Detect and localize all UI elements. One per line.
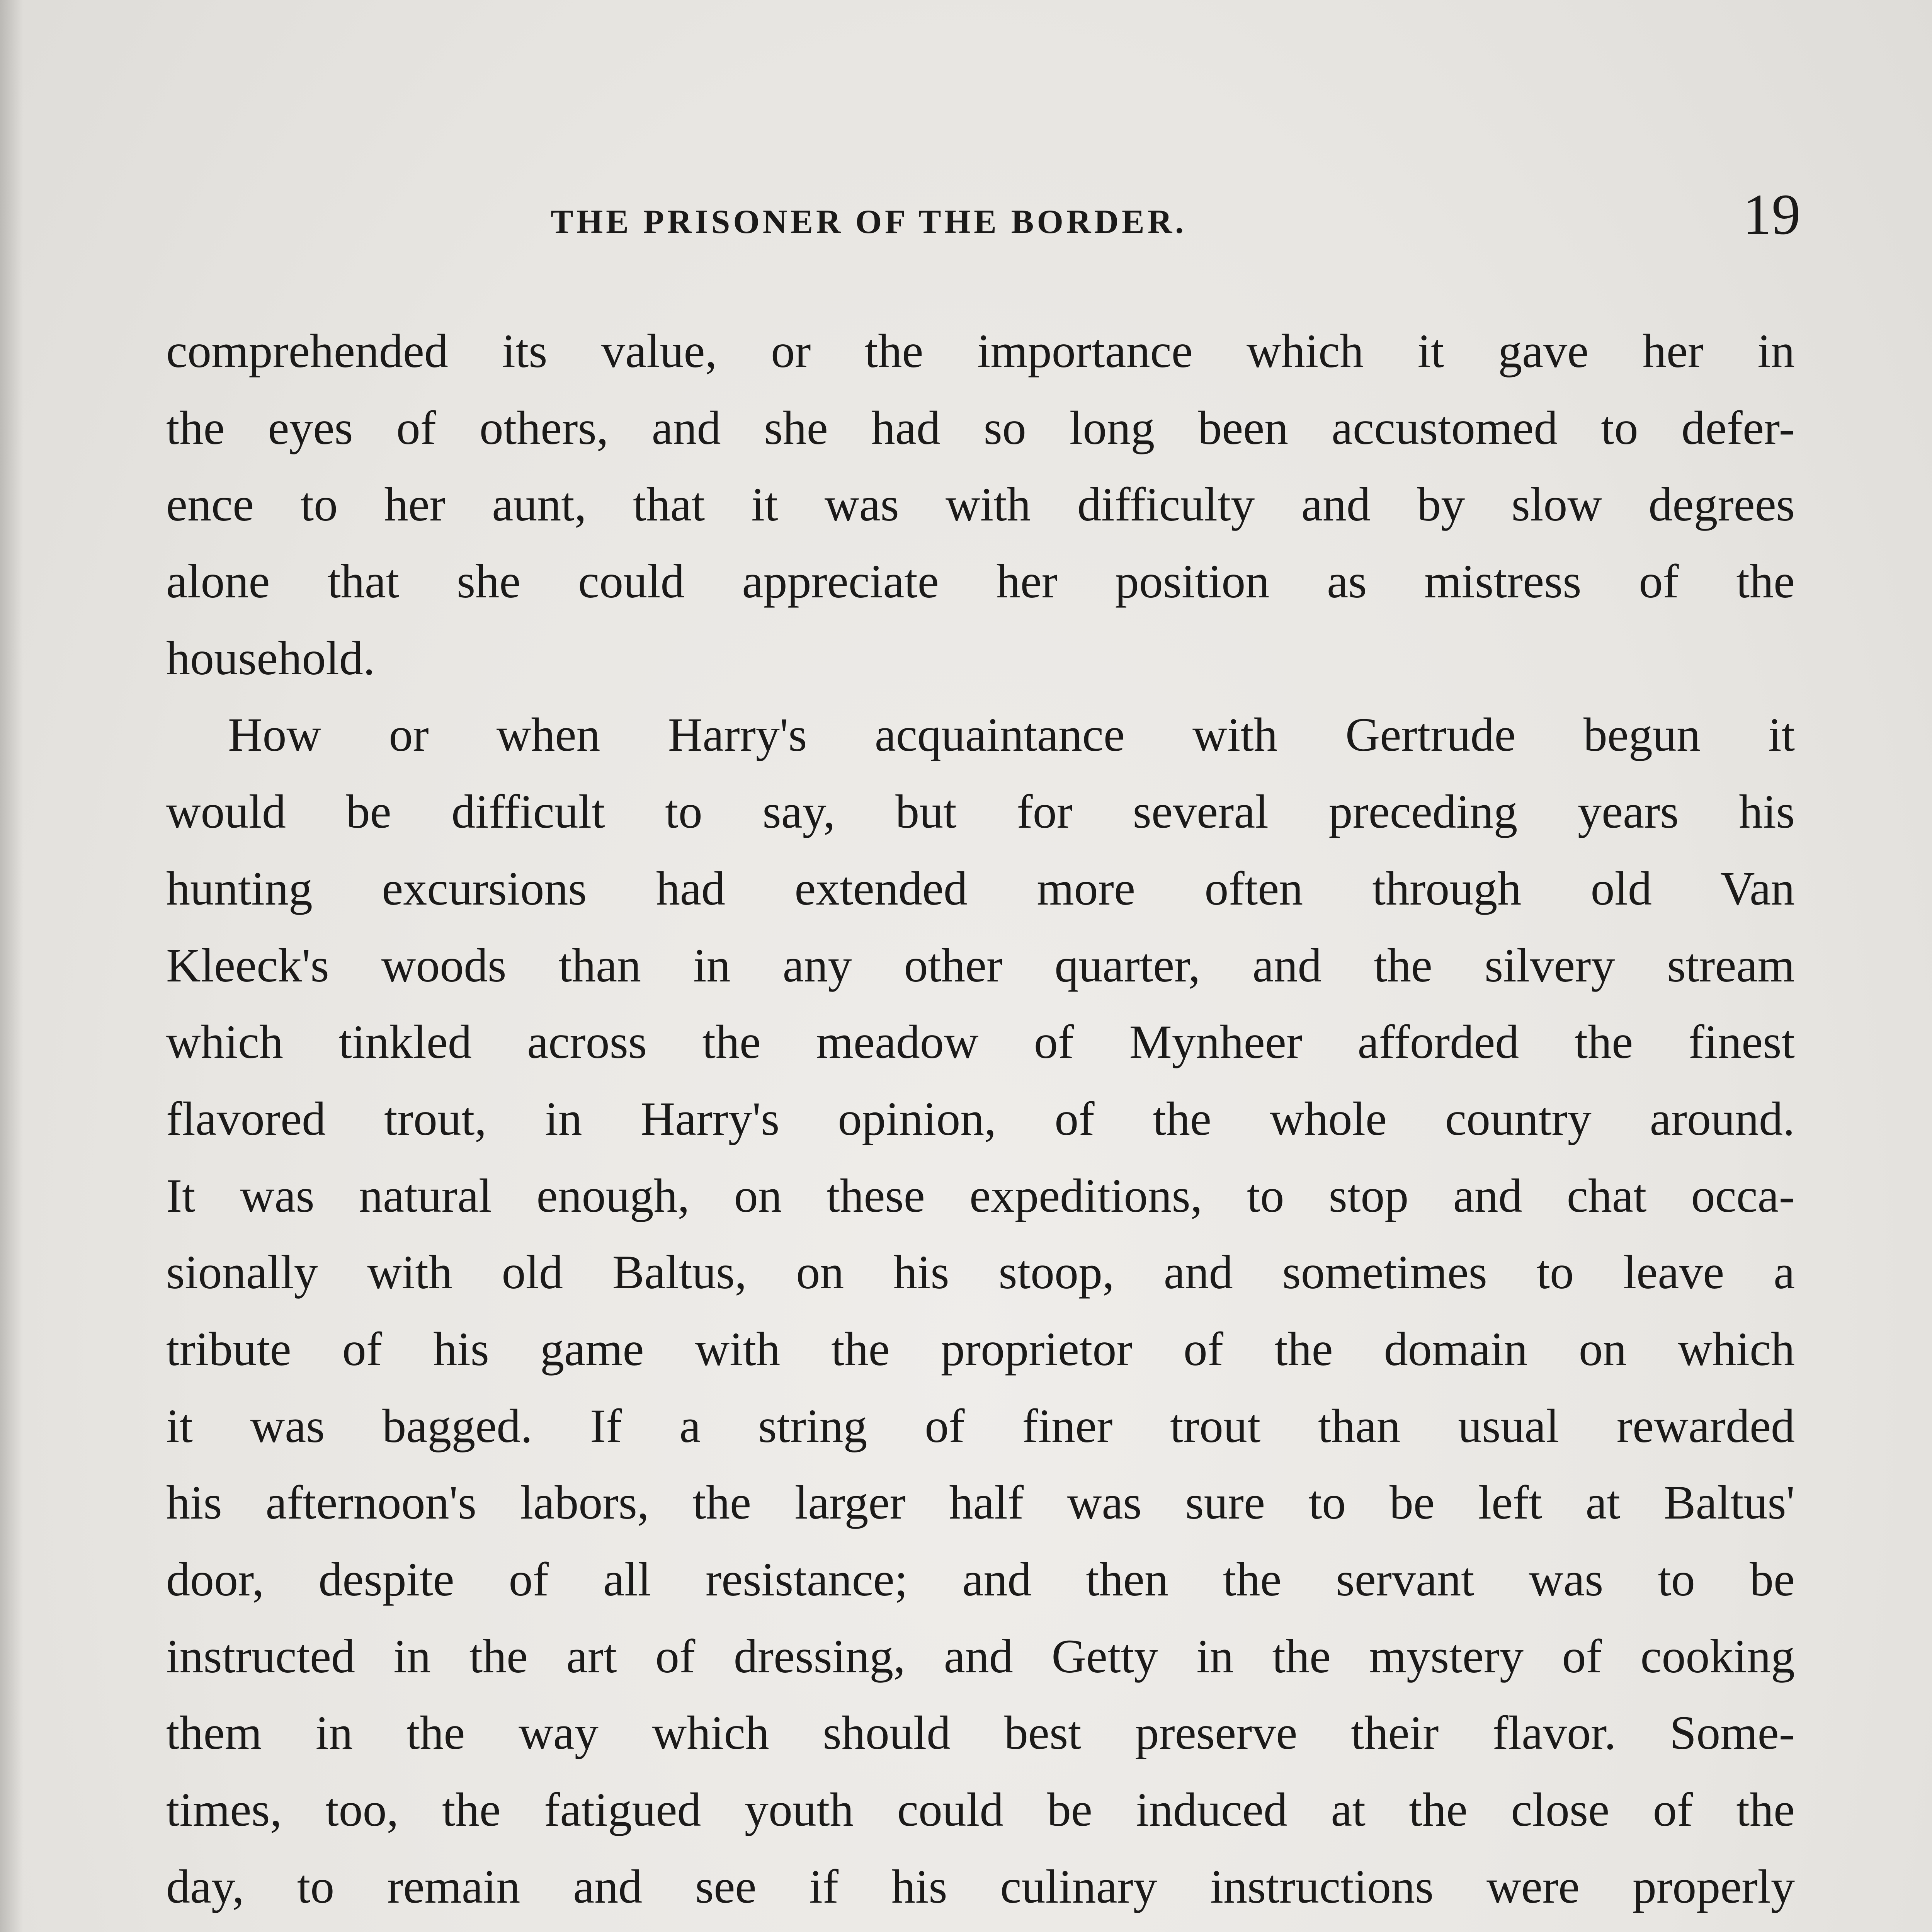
text-line: times, too, the fatigued youth could be induced at the close of the — [166, 1783, 1795, 1837]
text-line: alone that she could appreciate her position as mistress of the — [166, 555, 1795, 608]
text-line: door, despite of all resistance; and then the servant was to be — [166, 1553, 1795, 1606]
text-line: day, to remain and see if his culinary instructions were properly — [166, 1860, 1795, 1913]
text-line: them in the way which should best preserve their flavor. Some- — [166, 1706, 1795, 1760]
text-line: Kleeck's woods than in any other quarter, and the silvery stream — [166, 939, 1795, 992]
text-line: household. — [166, 631, 375, 685]
text-line: flavored trout, in Harry's opinion, of the whole country around. — [166, 1092, 1795, 1145]
text-line: instructed in the art of dressing, and Getty in the mystery of cooking — [166, 1629, 1795, 1683]
text-line: sionally with old Baltus, on his stoop, and sometimes to leave a — [166, 1246, 1795, 1299]
text-line — [166, 1925, 1795, 1932]
text-line: comprehended its value, or the importance which it gave her in — [166, 325, 1795, 378]
text-line: hunting excursions had extended more often through old Van — [166, 862, 1795, 915]
running-title: THE PRISONER OF THE BORDER. — [551, 203, 1187, 241]
text-line: tribute of his game with the proprietor of the domain on which — [166, 1322, 1795, 1376]
text-line: the eyes of others, and she had so long been accustomed to defer- — [166, 401, 1795, 454]
text-line: it was bagged. If a string of finer trout than usual rewarded — [166, 1399, 1795, 1452]
text-line: which tinkled across the meadow of Mynheer afforded the finest — [166, 1015, 1795, 1069]
page-number: 19 — [1743, 182, 1801, 247]
body-text — [166, 313, 1795, 1932]
page-gutter-shadow — [0, 0, 23, 1932]
text-line: his afternoon's labors, the larger half was sure to be left at Baltus' — [166, 1476, 1795, 1529]
text-line: ence to her aunt, that it was with difficulty and by slow degrees — [166, 478, 1795, 531]
text-line: would be difficult to say, but for several preceding years his — [166, 785, 1795, 838]
paragraph-start-line: How or when Harry's acquaintance with Gertrude begun it — [228, 708, 1795, 762]
text-line: It was natural enough, on these expeditions, to stop and chat occa- — [166, 1169, 1795, 1222]
